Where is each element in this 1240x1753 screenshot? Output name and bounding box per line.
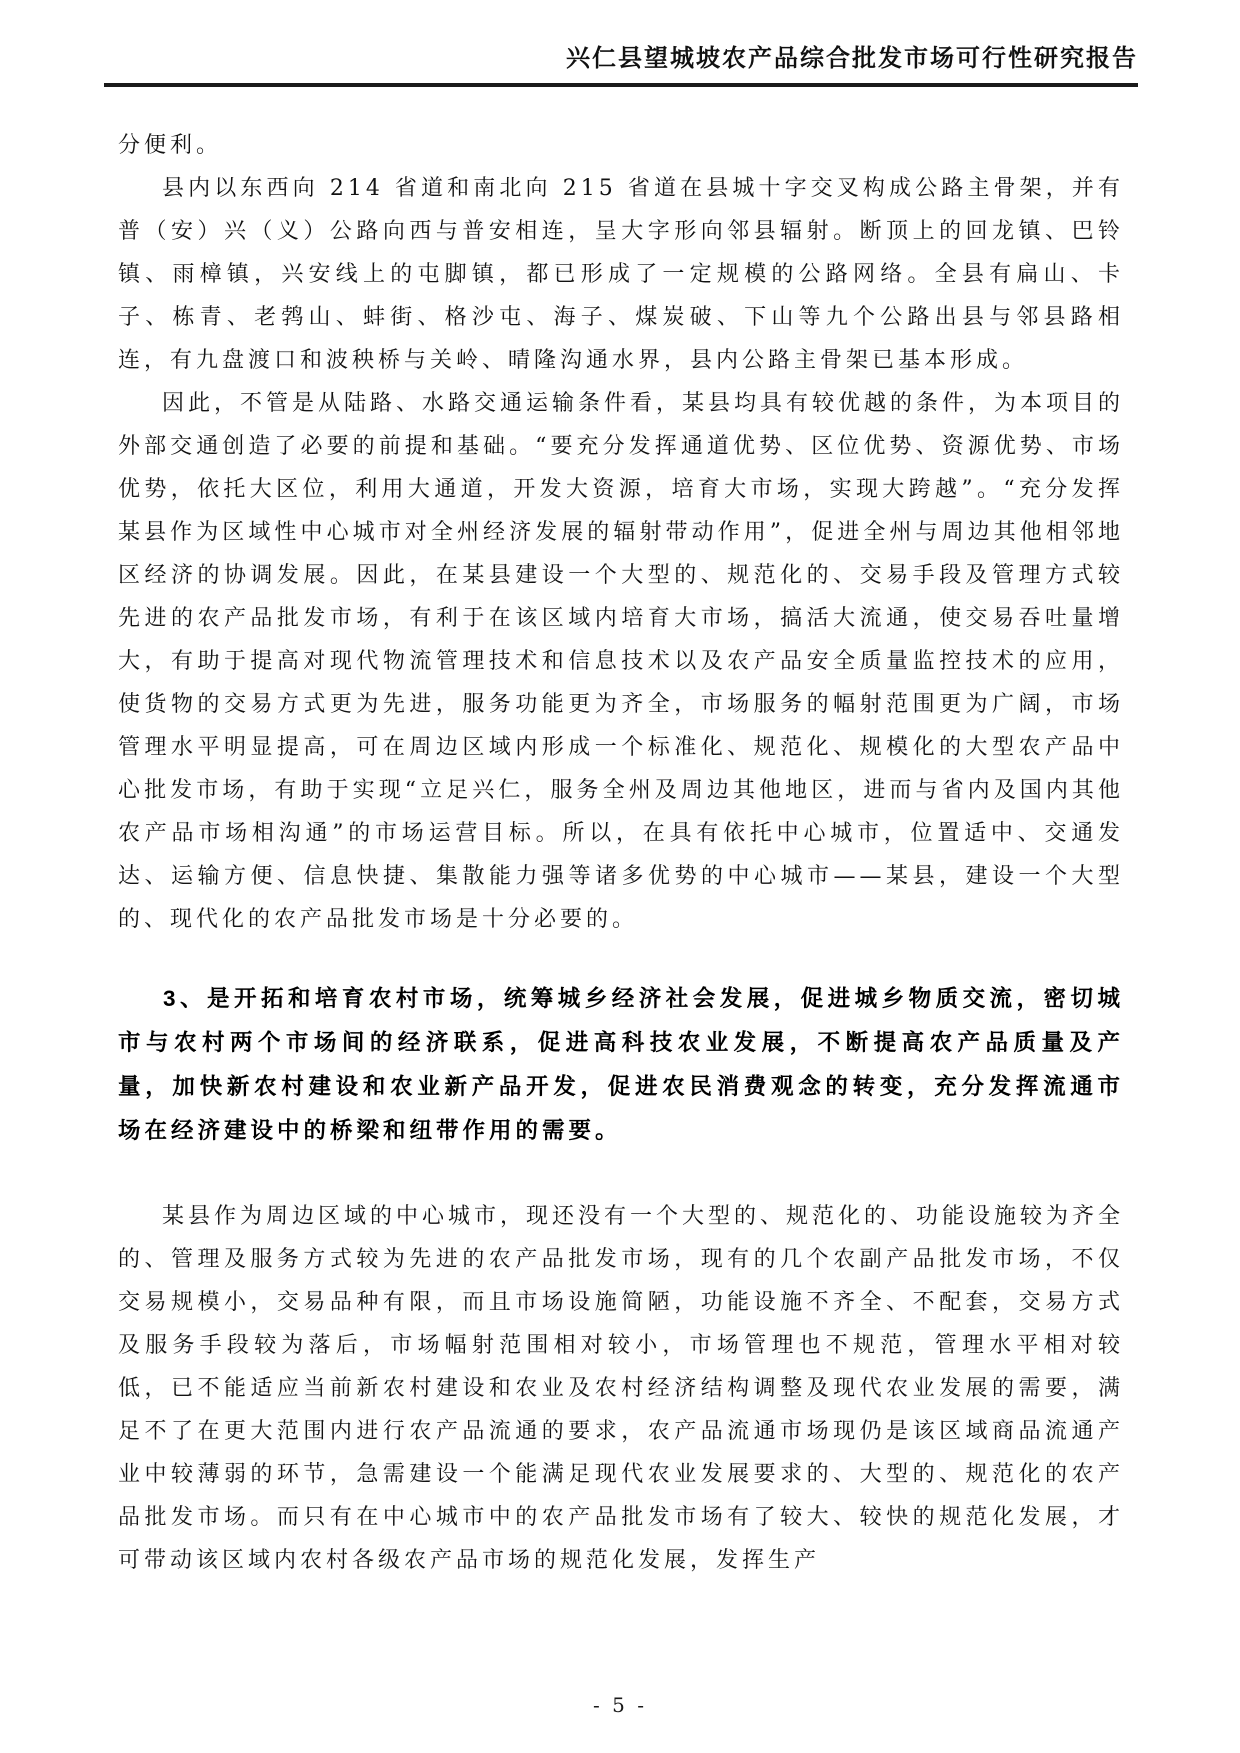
paragraph-market-status: 某县作为周边区域的中心城市，现还没有一个大型的、规范化的、功能设施较为齐全的、管理及服务方式较为先进的农产品批发市场，现有的几个农副产品批发市场，不仅交易规模小，交易品种有限，而且市场设施简陋，功能设施不齐全、不配套，交易方式及服务手段较为落后，市场幅射范围相对较小，市场管理也不规范，管理水平相对较低，已不能适应当前新农村建设和农业及农村经济结构调整及现代农业发展的需要，满足不了在更大范围内进行农产品流通的要求，农产品流通市场现仍是该区域商品流通产业中较薄弱的环节，急需建设一个能满足现代农业发展要求的、大型的、规范化的农产品批发市场。而只有在中心城市中的农产品批发市场有了较大、较快的规范化发展，才可带动该区域内农村各级农产品市场的规范化发展，发挥生产 — [118, 1204, 1125, 1573]
paragraph-transport-advantage: 因此，不管是从陆路、水路交通运输条件看，某县均具有较优越的条件，为本项目的外部交通创造了必要的前提和基础。“要充分发挥通道优势、区位优势、资源优势、市场优势，依托大区位，利用大通道，开发大资源，培育大市场，实现大跨越”。“充分发挥某县作为区域性中心城市对全州经济发展的辐射带动作用”，促进全州与周边其他相邻地区经济的协调发展。因此，在某县建设一个大型的、规范化的、交易手段及管理方式较先进的农产品批发市场，有利于在该区域内培育大市场，搞活大流通，使交易吞吐量增大，有助于提高对现代物流管理技术和信息技术以及农产品安全质量监控技术的应用，使货物的交易方式更为先进，服务功能更为齐全，市场服务的幅射范围更为广阔，市场管理水平明显提高，可在周边区域内形成一个标准化、规范化、规模化的大型农产品中心批发市场，有助于实现“立足兴仁，服务全州及周边其他地区，进而与省内及国内其他农产品市场相沟通”的市场运营目标。所以，在具有依托中心城市，位置适中、交通发达、运输方便、信息快捷、集散能力强等诸多优势的中心城市——某县，建设一个大型的、现代化的农产品批发市场是十分必要的。 — [118, 391, 1125, 932]
paragraph-road-network: 县内以东西向 214 省道和南北向 215 省道在县城十字交叉构成公路主骨架，并有普（安）兴（义）公路向西与普安相连，呈大字形向邻县辐射。断顶上的回龙镇、巴铃镇、雨樟镇，兴安线上的屯脚镇，都已形成了一定规模的公路网络。全县有扁山、卡子、栋青、老鹁山、蚌街、格沙屯、海子、煤炭破、下山等九个公路出县与邻县路相连，有九盘渡口和波秧桥与关岭、晴隆沟通水界，县内公路主骨架已基本形成。 — [118, 176, 1124, 373]
page-footer — [0, 1693, 1240, 1717]
document-body — [118, 124, 1124, 1582]
section-heading-3: 3、是开拓和培育农村市场，统筹城乡经济社会发展，促进城乡物质交流，密切城市与农村两个市场间的经济联系，促进高科技农业发展，不断提高农产品质量及产量，加快新农村建设和农业新产品开发，促进农民消费观念的转变，充分发挥流通市场在经济建设中的桥梁和纽带作用的需要。 — [118, 986, 1124, 1143]
paragraph-continuation: 分便利。 — [118, 133, 223, 158]
page-header — [104, 38, 1138, 87]
running-header-title: 兴仁县望城坡农产品综合批发市场可行性研究报告 — [566, 45, 1138, 72]
page-number: - 5 - — [593, 1693, 647, 1717]
